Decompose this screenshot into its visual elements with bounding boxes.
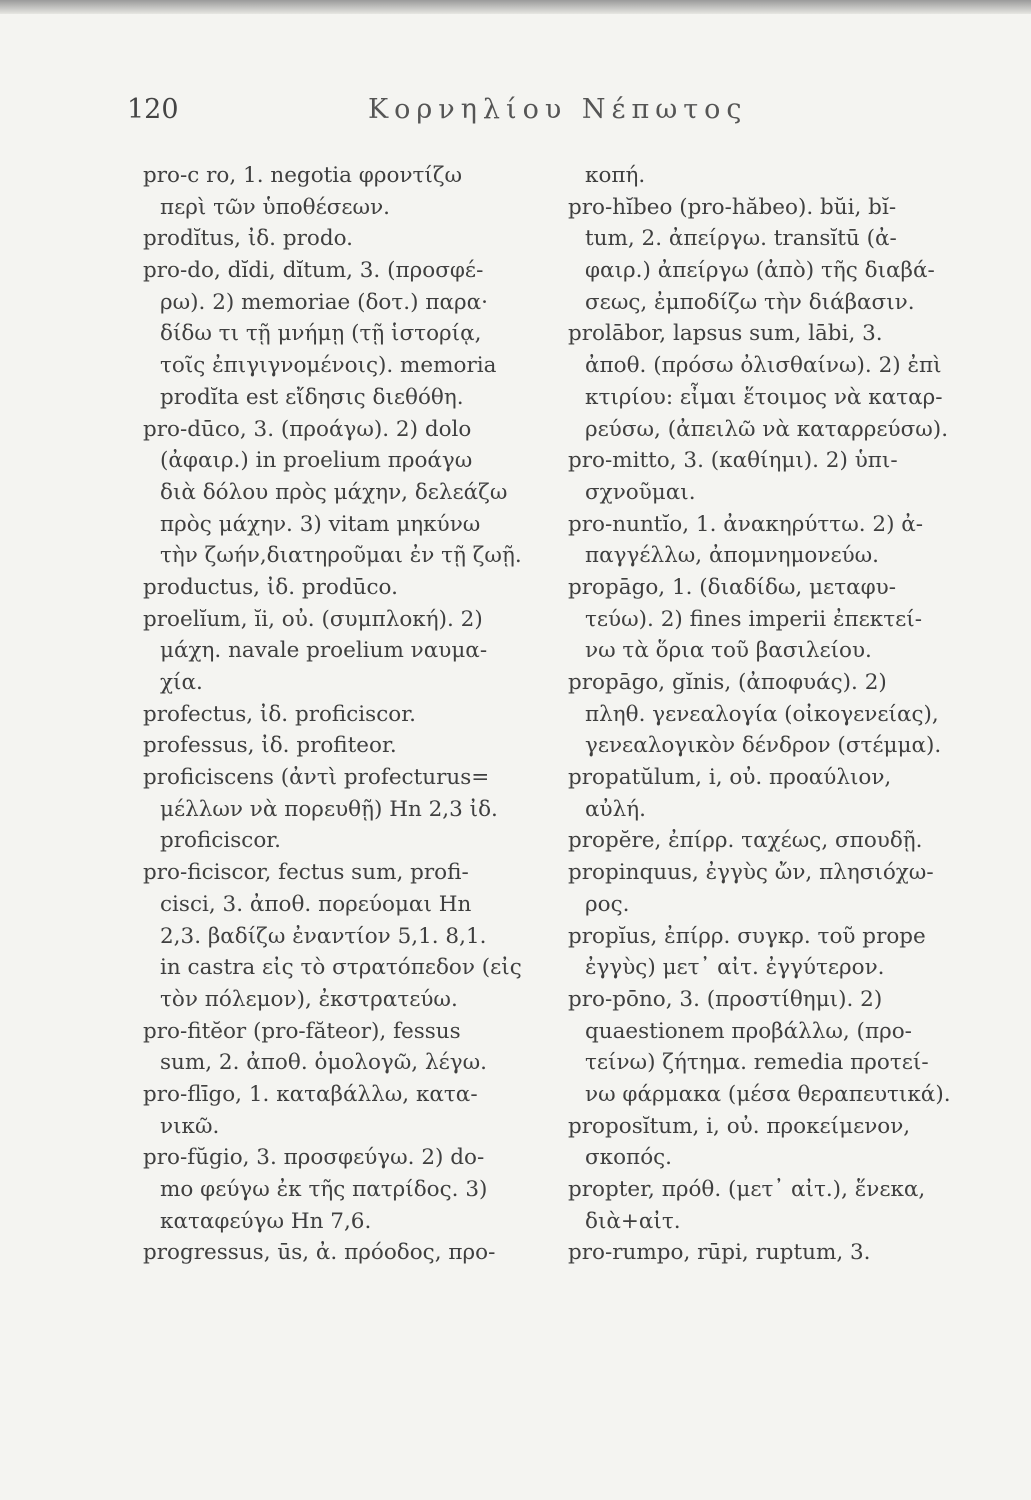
dictionary-line: νω φάρμακα (μέσα θεραπευτικά). <box>585 1081 951 1107</box>
dictionary-line: νικῶ. <box>160 1113 220 1139</box>
running-title: Κορνηλίου Νέπωτος <box>368 94 748 125</box>
dictionary-line: αὐλή. <box>585 796 646 822</box>
dictionary-line: 2,3. βαδίζω ἐναντίον 5,1. 8,1. <box>160 923 487 949</box>
dictionary-line: χία. <box>160 670 203 695</box>
dictionary-line: pro-c ro, 1. negotia φροντίζω <box>143 163 463 188</box>
dictionary-line: διὰ δόλου πρὸς μάχην, δελεάζω <box>160 479 508 505</box>
dictionary-line: pro-fitĕor (pro-făteor), fessus <box>143 1018 461 1044</box>
dictionary-line: σκοπός. <box>585 1145 673 1171</box>
dictionary-line: τὸν πόλεμον), ἐκστρατεύω. <box>160 986 458 1012</box>
dictionary-line: μάχη. navale proelium ναυμα- <box>160 638 488 664</box>
dictionary-line: περὶ τῶν ὑποθέσεων. <box>160 194 390 220</box>
dictionary-line: profectus, ἰδ. proficiscor. <box>143 701 416 727</box>
dictionary-line: pro-mitto, 3. (καθίημι). 2) ὑπι- <box>568 448 898 474</box>
dictionary-line: τοῖς ἐπιγιγνομένοις). memoria <box>160 353 497 379</box>
dictionary-line: σεως, ἐμποδίζω τὴν διάβασιν. <box>585 289 915 315</box>
dictionary-line: παγγέλλω, ἀπομνημονεύω. <box>585 543 880 569</box>
dictionary-line: proficiscens (ἀντὶ profecturus= <box>143 765 490 791</box>
dictionary-line: (ἀφαιρ.) in proelium προάγω <box>160 448 473 474</box>
dictionary-line: mo φεύγω ἐκ τῆς πατρίδος. 3) <box>160 1177 488 1202</box>
dictionary-line: professus, ἰδ. profiteor. <box>143 733 397 759</box>
page-number: 120 <box>127 94 179 125</box>
dictionary-line: propinquus, ἐγγὺς ὤν, πλησιόχω- <box>568 860 934 886</box>
dictionary-line: propter, πρόθ. (μετ᾽ αἰτ.), ἕνεκα, <box>568 1177 926 1202</box>
dictionary-line: pro-dūco, 3. (προάγω). 2) dolo <box>143 416 472 442</box>
dictionary-line: κοπή. <box>585 163 646 188</box>
dictionary-line: propāgo, 1. (διαδίδω, μεταφυ- <box>568 574 897 600</box>
dictionary-line: κτιρίου: εἶμαι ἕτοιμος νὰ καταρ- <box>585 384 943 410</box>
dictionary-line: sum, 2. ἀποθ. ὁμολογῶ, λέγω. <box>160 1050 487 1076</box>
dictionary-line: πληθ. γενεαλογία (οἰκογενείας), <box>585 701 939 727</box>
dictionary-line: τείνω) ζήτημα. remedia προτεί- <box>585 1050 929 1076</box>
dictionary-line: pro-fŭgio, 3. προσφεύγω. 2) do- <box>143 1145 485 1171</box>
dictionary-line: ρεύσω, (ἀπειλῶ νὰ καταρρεύσω). <box>585 416 949 442</box>
dictionary-line: propĭus, ἐπίρρ. συγκρ. τοῦ prope <box>568 923 926 949</box>
page-top-edge <box>0 0 1031 14</box>
dictionary-line: tum, 2. ἀπείργω. transĭtū (ἀ- <box>585 226 897 252</box>
dictionary-line: pro-pōno, 3. (προστίθημι). 2) <box>568 986 883 1012</box>
dictionary-line: τεύω). 2) fines imperii ἐπεκτεί- <box>585 606 922 632</box>
dictionary-line: propatŭlum, i, οὐ. προαύλιον, <box>568 765 892 791</box>
dictionary-line: prodĭtus, ἰδ. prodo. <box>143 226 354 252</box>
dictionary-line: proposĭtum, i, οὐ. προκείμενον, <box>568 1113 911 1139</box>
dictionary-line: quaestionem προβάλλω, (προ- <box>585 1018 912 1044</box>
dictionary-line: γενεαλογικὸν δένδρον (στέμμα). <box>585 733 942 759</box>
dictionary-line: ρω). 2) memoriae (δοτ.) παρα· <box>160 289 488 315</box>
left-column <box>143 160 558 1269</box>
dictionary-line: cisci, 3. ἀποθ. πορεύομαι Hn <box>160 891 472 917</box>
dictionary-line: pro-rumpo, rūpi, ruptum, 3. <box>568 1240 871 1266</box>
dictionary-line: μέλλων νὰ πορευθῇ) Hn 2,3 ἰδ. <box>160 796 498 822</box>
dictionary-line: ρος. <box>585 891 630 917</box>
dictionary-line: καταφεύγω Hn 7,6. <box>160 1208 372 1234</box>
right-column <box>568 160 998 1269</box>
dictionary-line: proficiscor. <box>160 828 282 854</box>
dictionary-line: ἀποθ. (πρόσω ὀλισθαίνω). 2) ἐπὶ <box>585 353 942 379</box>
dictionary-line: νω τὰ ὅρια τοῦ βασιλείου. <box>585 638 872 664</box>
dictionary-line: πρὸς μάχην. 3) vitam μηκύνω <box>160 511 481 537</box>
page-header <box>0 94 1031 134</box>
dictionary-line: pro-do, dĭdi, dĭtum, 3. (προσφέ- <box>143 258 484 284</box>
dictionary-line: ἐγγὺς) μετ᾽ αἰτ. ἐγγύτερον. <box>585 955 885 981</box>
dictionary-line: pro-hĭbeo (pro-hăbeo). bŭi, bĭ- <box>568 194 897 220</box>
dictionary-line: pro-flīgo, 1. καταβάλλω, κατα- <box>143 1081 478 1107</box>
dictionary-line: σχνοῦμαι. <box>585 479 696 505</box>
dictionary-line: in castra εἰς τὸ στρατόπεδον (εἰς <box>160 955 522 981</box>
dictionary-line: διὰ+αἰτ. <box>585 1208 681 1234</box>
dictionary-line: propĕre, ἐπίρρ. ταχέως, σπουδῇ. <box>568 828 923 854</box>
dictionary-line: prodĭta est εἴδησις διεθόθη. <box>160 384 464 410</box>
dictionary-line: τὴν ζωήν,διατηροῦμαι ἐν τῇ ζωῇ. <box>160 543 522 569</box>
dictionary-line: prolābor, lapsus sum, lābi, 3. <box>568 321 883 347</box>
dictionary-line: φαιρ.) ἀπείργω (ἀπὸ) τῆς διαβά- <box>585 258 935 284</box>
dictionary-line: proelĭum, ĭi, οὐ. (συμπλοκή). 2) <box>143 606 483 632</box>
dictionary-line: productus, ἰδ. prodūco. <box>143 574 398 600</box>
dictionary-line: propāgo, gĭnis, (ἀποφυάς). 2) <box>568 670 887 695</box>
dictionary-line: progressus, ūs, ἀ. πρόοδος, προ- <box>143 1240 496 1266</box>
dictionary-line: pro-nuntĭo, 1. ἀνακηρύττω. 2) ἀ- <box>568 511 924 537</box>
dictionary-line: δίδω τι τῇ μνήμῃ (τῇ ἱστορίᾳ, <box>160 321 482 347</box>
dictionary-line: pro-ficiscor, fectus sum, profi- <box>143 860 469 886</box>
